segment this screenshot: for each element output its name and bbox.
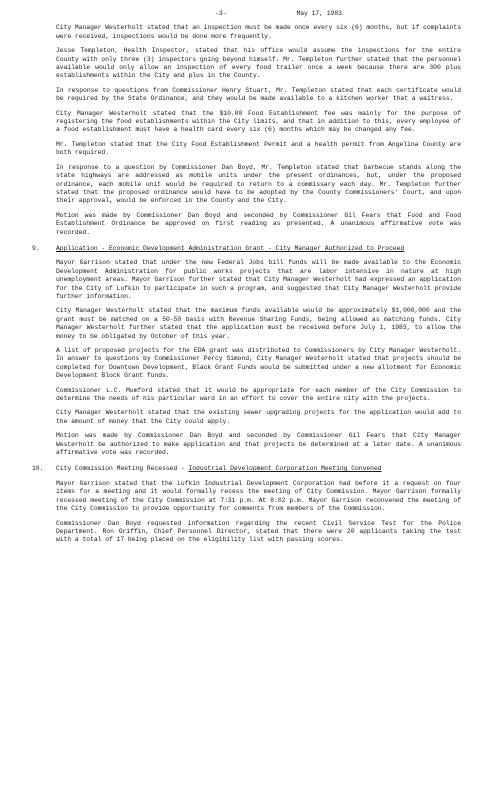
paragraph: In response to questions from Commissioner Henry Stuart, Mr. Templeton stated that each certificate would be required by the State Ordinance, and they would be made available to a kitchen worker that a waitress.: [56, 86, 461, 103]
agenda-item-9: [32, 244, 461, 253]
meeting-date: May 17, 1983: [296, 10, 342, 17]
agenda-item-10: [32, 465, 461, 473]
paragraph: City Manager Westerholt stated that an inspection must be made once every six (6) months, but if complaints were received, inspections would be done more frequently.: [56, 24, 461, 40]
paragraph: Mayor Garrison stated that the Lufkin Industrial Development Corporation had before it a request on four items for a meeting and it would formally recess the meeting of City Commission. Mayor Garrison formally recessed meeting of the City Commission at 7:31 p.m. At 8:02 p.m. Mayor Garrison reconvened the meeting of the City Commission to provide opportunity for comments from members of the Commission.: [56, 479, 461, 513]
paragraph: Jesse Templeton, Health Inspector, stated that his office would assume the inspections for the entire County with only three (3) inspectors going beyond himself. Mr. Templeton further stated that the personnel available would only allow an inspection of every food trailer once a week because there are 300 plus establishments within the City and plus in the County.: [56, 47, 461, 80]
paragraph: City Manager Westerholt stated that the $10.00 Food Establishment fee was mainly for the purpose of registering the food establishments within the City limits, and that in addition to this, every employee of a food establishment must have a health card every six (6) months which may be changed any fee.: [56, 109, 461, 134]
paragraph: Commissioner Dan Boyd requested information regarding the recent Civil Service Test for the Police Department. Ron Griffin, Chief Personnel Director, stated that there were 20 applicants taking the test with a total of 17 being placed on the eligibility list with passing scores.: [56, 519, 461, 544]
item-title-plain: City Commission Meeting Recessed -: [56, 465, 189, 473]
page-header: [96, 10, 461, 18]
paragraph: Mr. Templeton stated that the City Food Establishment Permit and a health permit from Angelina County are both required.: [56, 140, 461, 157]
paragraph: Mayor Garrison stated that under the new Federal Jobs bill funds will be made available to the Economic Development Administration for public works projects that are labor intensive in nature at high unemployment areas. Mayor Garrison further stated that City Manager Westerholt had expressed an application for the City of Lufkin to participate in such a program, and suggested that City Manager Westerholt provide further information.: [56, 259, 461, 300]
item-number: 9.: [32, 244, 40, 252]
page-number: -3-: [215, 10, 227, 17]
item-title: Application - Economic Development Administration Grant - City Manager Authorized to Proceed: [56, 244, 405, 252]
paragraph: City Manager Westerholt stated that the existing sewer upgrading projects for the application would add to the amount of money that the City could apply.: [56, 409, 461, 425]
paragraph: In response to a question by Commissioner Dan Boyd, Mr. Templeton stated that barbecue stands along the state highways are addressed as mobile units under the present ordinances, but, under the proposed ordinance, each mobile unit would be required to return to a commissary each day. Mr. Templeton further stated that the proposed ordinance would have to be adopted by the County Commissioners' Court, and upon their approval, would be enforced in the County and the City.: [56, 163, 461, 205]
paragraph: A list of proposed projects for the EDA grant was distributed to Commissioners by City Manager Westerholt. In answer to questions by Commissioner Percy Simond, City Manager Westerholt stated that projects should be completed for Downtown Development, Black Grant Funds would be submitted under a new allotment for Economic Development Block Grant funds.: [56, 347, 461, 380]
motion-paragraph: Motion was made by Commissioner Dan Boyd and seconded by Commissioner Gil Fears that Food and Food Establishment Ordinance be approved on first reading as presented. A unanimous affirmative vote was recorded.: [56, 211, 461, 236]
paragraph: City Manager Westerholt stated that the maximum funds available would be approximately $1,000,000 and the grant must be matched on a 50-50 basis with Revenue Sharing Funds, being allowed as matching funds. City Manager Westerholt further stated that the application must be received before July 1, 1983, to allow the money to be obligated by October of this year.: [56, 307, 461, 340]
item-title-underlined: Industrial Development Corporation Meeting Convened: [188, 465, 382, 473]
item-title: [56, 465, 461, 473]
motion-paragraph: Motion was made by Commissioner Dan Boyd and seconded by Commissioner Gil Fears that City Manager Westerholt be authorized to make application and that projects be determined at a later date. A unanimous affirmative vote was recorded.: [56, 432, 461, 457]
item-number: 10.: [32, 465, 44, 473]
paragraph: Commissioner L.C. Mumford stated that it would be appropriate for each member of the City Commission to determine the needs of his particular ward in an effort to cover the entire city with the projects.: [56, 386, 461, 403]
